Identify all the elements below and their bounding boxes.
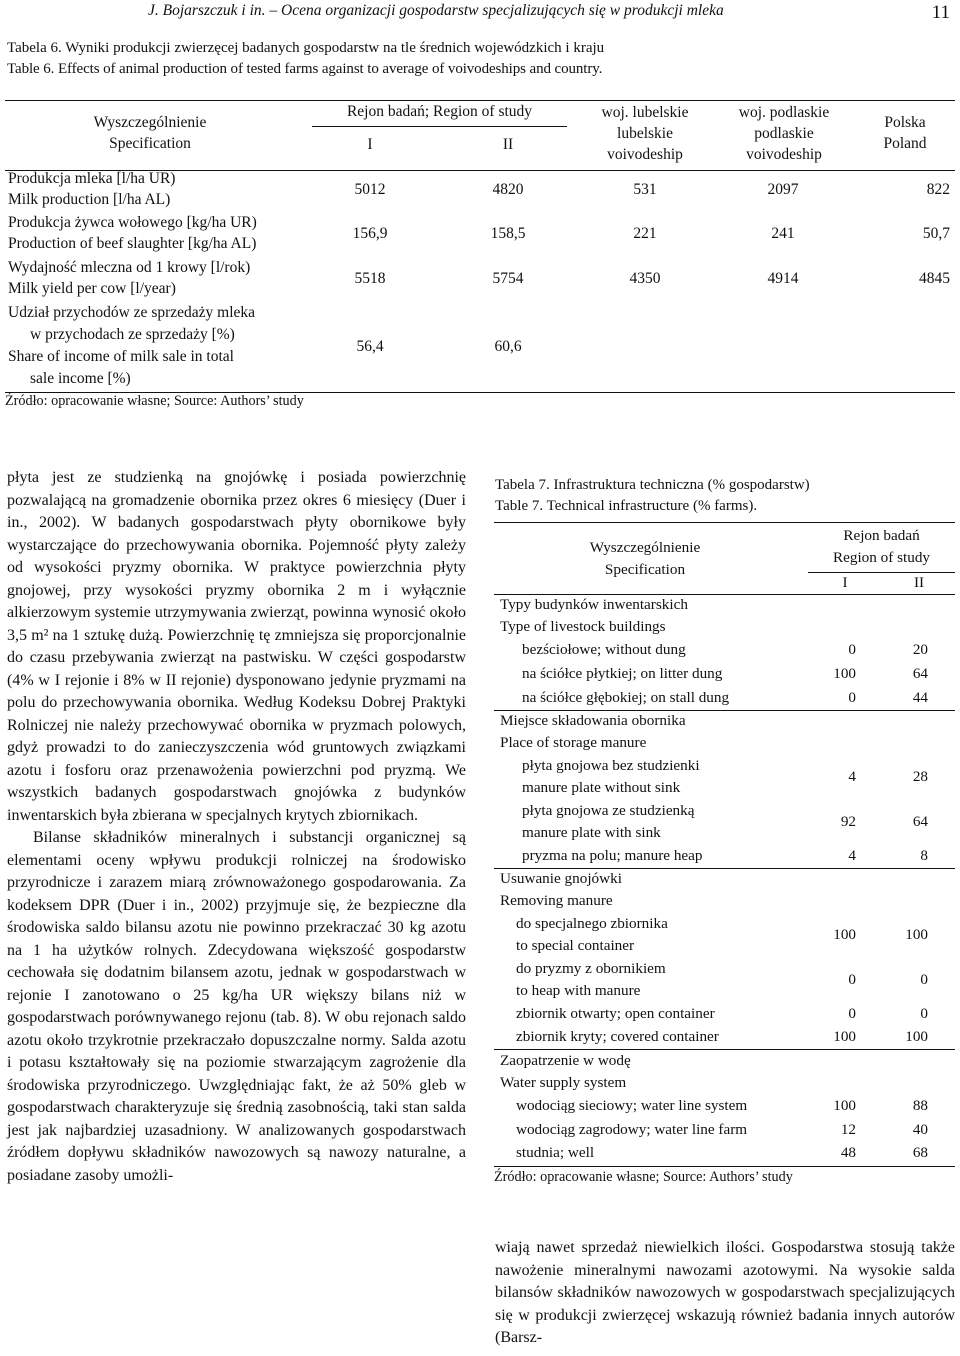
table7-row7-I: 100: [833, 926, 856, 943]
left-column: [7, 467, 466, 1187]
table7-row2-label: na ściółce płytkiej; on litter dung: [522, 665, 723, 682]
left-paragraph-1: płyta jest ze studzienką na gnojówkę i posiada powierzchnię pozwalającą na gromadzenie obornika przez okres 6 miesięcy (Duer i in., 2002). W badanych gospodarstwach płyty obornikowe były wystarczające do przechowywania obornika. Pojemność płyty zależy od wysokości pryzmy obornika. W praktyce powierzchnia płyty gnojowej, przy wysokości pryzmy obornika 2 m i wyłącznie alkierzowym systemie utrzymywania zwierząt, powinna wynosić około 3,5 m² na 1 sztukę dużą. Powierzchnię tę zmniejsza się proporcjonalnie do czasu przebywania zwierząt na pastwisku. W części gospodarstw (4% w I rejonie i 8% w II rejonie) dysponowano jedynie pryzmami na polu do przechowywania obornika. Według Kodeksu Dobrej Praktyki Rolniczej nie należy przechowywać obornika w pryzmach polowych, gdyż prowadzi to do zanieczyszczenia wód gruntowych związkami azotu i fosforu oraz przenawożenia powierzchni pod pryzmą. We wszystkich badanych gospodarstwach gnojówka z budynków inwentarskich była zbierana w specjalnych krytych zbiornikach.: [7, 469, 466, 824]
table7-row9-II: 0: [920, 1005, 928, 1022]
table6-head-spec-en: Specification: [109, 135, 191, 152]
table6-caption-en: Table 6. Effects of animal production of tested farms against to average of voivodeships and country.: [7, 61, 603, 77]
table7-row11-I: 100: [833, 1097, 856, 1114]
table7-row10-I: 100: [833, 1028, 856, 1045]
table6-row3-pl: 4845: [919, 270, 950, 287]
table6-row1-label-pl: Produkcja mleka [l/ha UR): [8, 170, 176, 187]
table6-row1-pod: 2097: [767, 181, 799, 198]
table7-row8-label-pl: do pryzmy z obornikiem: [516, 960, 666, 977]
table6-head-poland-en: Poland: [883, 135, 927, 152]
table7-row4-label-pl: płyta gnojowa bez studzienki: [522, 757, 700, 774]
table7-row9-label: zbiornik otwarty; open container: [516, 1005, 715, 1022]
table7-row4-label-en: manure plate without sink: [522, 779, 681, 796]
table7-group4-pl: Zaopatrzenie w wodę: [500, 1052, 631, 1069]
table7-row10-label: zbiornik kryty; covered container: [516, 1028, 719, 1045]
table7-row5-I: 92: [840, 813, 856, 830]
table7-row7-label-en: to special container: [516, 937, 635, 954]
table7-group2-rule: [494, 868, 955, 869]
table7-row1-I: 0: [848, 641, 856, 658]
table6-row4-label-en-2: sale income [%): [30, 370, 131, 387]
table7-row4-II: 28: [912, 768, 928, 785]
table6-row3-II: 5754: [492, 270, 524, 287]
table6-head-pod-2: podlaskie: [754, 125, 814, 142]
table7-row5-label-pl: płyta gnojowa ze studzienką: [522, 802, 695, 819]
table6-head-region: Rejon badań; Region of study: [346, 103, 533, 120]
running-head: [0, 2, 960, 24]
table7-group3-pl: Usuwanie gnojówki: [500, 870, 622, 887]
table7-group1-rule: [494, 710, 955, 711]
table7-row3-label: na ściółce głębokiej; on stall dung: [522, 689, 730, 706]
table6-row3-label-en: Milk yield per cow [l/year): [8, 280, 176, 297]
table6-row2-II: 158,5: [490, 225, 526, 242]
table6-row3-lub: 4350: [629, 270, 661, 287]
table6-row1-pl: 822: [926, 181, 950, 198]
table7-row3-II: 44: [912, 689, 928, 706]
table6-row4-label-pl-2: w przychodach ze sprzedaży [%): [30, 326, 235, 343]
table6-head-lub-2: lubelskie: [617, 125, 673, 142]
table7-group3-en: Removing manure: [500, 892, 613, 909]
table7-source: Źródło: opracowanie własne; Source: Authors’ study: [494, 1169, 793, 1185]
table7-row5-label-en: manure plate with sink: [522, 824, 661, 841]
table7-row6-II: 8: [920, 847, 928, 864]
table7-head-spec-pl: Wyszczególnienie: [589, 539, 701, 556]
table7-group1-pl: Typy budynków inwentarskich: [500, 596, 688, 613]
table7-row12-II: 40: [912, 1121, 928, 1138]
table7-bottom-rule: [494, 1166, 955, 1167]
table6-region-rule: [312, 126, 567, 127]
table7-row13-label: studnia; well: [516, 1144, 595, 1161]
table7-row13-II: 68: [912, 1144, 928, 1161]
table6-head-I: I: [367, 136, 373, 153]
table6-row2-label-en: Production of beef slaughter [kg/ha AL): [8, 235, 257, 252]
table7-row10-II: 100: [905, 1028, 928, 1045]
table7-row5-II: 64: [912, 813, 928, 830]
table6-row2-pod: 241: [771, 225, 795, 242]
table7-row1-label: bezściołowe; without dung: [522, 641, 686, 658]
table6-row3-label-pl: Wydajność mleczna od 1 krowy [l/rok): [8, 259, 251, 276]
table7-row4-I: 4: [848, 768, 856, 785]
table6-head-lub-1: woj. lubelskie: [601, 104, 689, 121]
table6-row1-label-en: Milk production [l/ha AL): [8, 191, 171, 208]
table7-row9-I: 0: [848, 1005, 856, 1022]
table6-top-rule: [5, 100, 955, 101]
table7-row11-II: 88: [912, 1097, 928, 1114]
table6-row3-pod: 4914: [767, 270, 799, 287]
table7-row7-II: 100: [905, 926, 928, 943]
table6-head-lub-3: voivodeship: [607, 146, 683, 163]
table7-head-I: I: [842, 574, 848, 591]
table7-row12-label: wodociąg zagrodowy; water line farm: [516, 1121, 748, 1138]
table7-row1-II: 20: [912, 641, 928, 658]
table6-source: Źródło: opracowanie własne; Source: Authors’ study: [5, 393, 304, 409]
table7-row8-II: 0: [920, 971, 928, 988]
table6-row4-label-en-1: Share of income of milk sale in total: [8, 348, 234, 365]
table6-row1-II: 4820: [492, 181, 524, 198]
table7-row13-I: 48: [840, 1144, 856, 1161]
table7-row2-I: 100: [833, 665, 856, 682]
table6-row2-lub: 221: [633, 225, 657, 242]
table7-group3-rule: [494, 1049, 955, 1050]
table7-head-region-en: Region of study: [832, 549, 931, 566]
running-head-title: J. Bojarszczuk i in. – Ocena organizacji gospodarstw specjalizujących się w produkcji mleka: [148, 2, 724, 19]
table6-head-pod-3: voivodeship: [746, 146, 822, 163]
table6-row2-pl: 50,7: [922, 225, 950, 242]
right-column: [495, 1237, 955, 1350]
table7-head-II: II: [913, 574, 925, 591]
table7-header-rule: [494, 594, 955, 595]
table7-row8-label-en: to heap with manure: [516, 982, 641, 999]
table7-caption-pl: Tabela 7. Infrastruktura techniczna (% gospodarstw): [495, 477, 810, 493]
table6-head-spec-pl: Wyszczególnienie: [93, 114, 207, 131]
table7-region-rule: [808, 572, 955, 573]
right-paragraph-1: wiają nawet sprzedaż niewielkich ilości. Gospodarstwa stosują także nawożenie mineralnymi nawozami azotowymi. Na wysokie salda bilansów składników nawozowych w gospodarstwach specjalizujących się w produkcji zwierzęcej wskazują również badania innych autorów (Barsz-: [495, 1239, 955, 1346]
table7-row3-I: 0: [848, 689, 856, 706]
table6-row1-I: 5012: [354, 181, 386, 198]
table6-row3-I: 5518: [354, 270, 386, 287]
table6-row1-lub: 531: [633, 181, 657, 198]
table7-row8-I: 0: [848, 971, 856, 988]
table7-group4-en: Water supply system: [500, 1074, 627, 1091]
page-number: 11: [931, 2, 950, 23]
table6-row2-I: 156,9: [352, 225, 388, 242]
table7-group1-en: Type of livestock buildings: [500, 618, 666, 635]
table6-row4-label-pl-1: Udział przychodów ze sprzedaży mleka: [8, 304, 256, 321]
table7-row12-I: 12: [840, 1121, 856, 1138]
table7-top-rule: [494, 522, 955, 523]
table7-group2-pl: Miejsce składowania obornika: [500, 712, 686, 729]
table7-group2-en: Place of storage manure: [500, 734, 647, 751]
table6-head-II: II: [502, 136, 514, 153]
table7-head-spec-en: Specification: [604, 561, 686, 578]
table7-head-region-pl: Rejon badań: [843, 527, 920, 544]
table7-row7-label-pl: do specjalnego zbiornika: [516, 915, 668, 932]
table7-row2-II: 64: [912, 665, 928, 682]
table6-head-pod-1: woj. podlaskie: [738, 104, 830, 121]
table7-caption-en: Table 7. Technical infrastructure (% farms).: [495, 498, 758, 514]
table6-caption-pl: Tabela 6. Wyniki produkcji zwierzęcej badanych gospodarstw na tle średnich wojewódzkich i kraju: [7, 40, 605, 56]
table6-row4-II: 60,6: [494, 338, 522, 355]
table7-row11-label: wodociąg sieciowy; water line system: [516, 1097, 748, 1114]
table6-head-poland-pl: Polska: [884, 114, 926, 131]
table7-row6-label: pryzma na polu; manure heap: [522, 847, 703, 864]
table6-row2-label-pl: Produkcja żywca wołowego [kg/ha UR): [8, 214, 257, 231]
table7-row6-I: 4: [848, 847, 856, 864]
left-paragraph-2: Bilanse składników mineralnych i substancji organicznej są elementami oceny wpływu produkcji rolniczej na środowisko przyrodnicze i zarazem miarą zrównoważonego gospodarowania. Za kodeksem DPR (Duer i in., 2002) przyjmuje się, że bezpieczne dla środowiska saldo bilansu azotu nie powinno przekraczać 30 kg azotu na 1 ha użytków rolnych. Zdecydowana większość gospodarstw cechowała się dodatnim bilansem azotu, jednak w gospodarstwach w rejonie I zanotowano o 25 kg/ha UR większy bilans niż w gospodarstwach porównywanego rejonu (tab. 8). W obu rejonach saldo azotu około trzykrotnie przekraczało dopuszczalne normy. Salda azotu i potasu kształtowały się na poziomie stwarzającym zagrożenie dla środowiska przyrodniczego. Uwzględniając fakt, że aż 50% gleb w gospodarstwach charakteryzuje się średnią zasobnością, taki stan salda jest jak najbardziej uzasadniony. W analizowanych gospodarstwach źródłem dopływu składników nawozowych są nawozy naturalne, a posiadane zasoby umożli-: [7, 829, 466, 1184]
table6-row4-I: 56,4: [356, 338, 384, 355]
